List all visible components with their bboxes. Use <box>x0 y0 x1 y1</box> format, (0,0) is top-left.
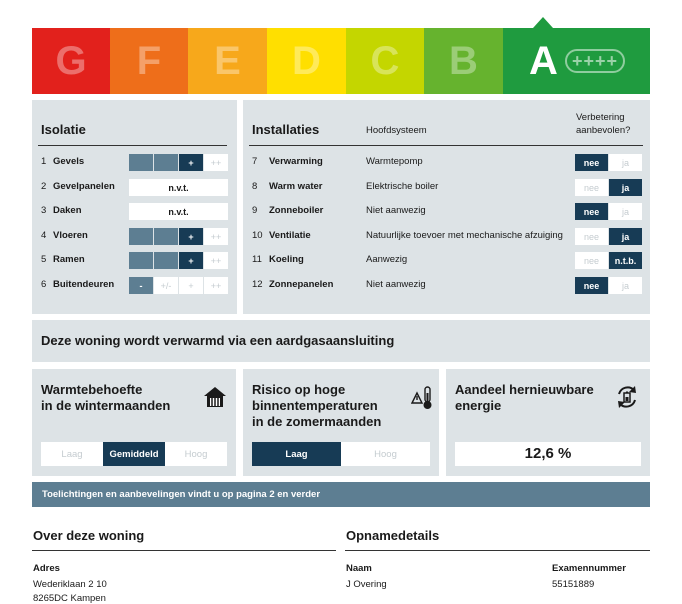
row-system: Natuurlijke toevoer met mechanische afzuiging <box>366 230 563 241</box>
answer-ja-selected: ja <box>609 228 642 245</box>
row-number: 7 <box>252 156 258 167</box>
scale-cell <box>154 154 178 171</box>
row-number: 1 <box>41 156 47 167</box>
scale-cell: ++ <box>204 154 228 171</box>
scale-cell: ++ <box>204 277 228 294</box>
row-label: Zonnepanelen <box>269 279 334 290</box>
woning-title: Over deze woning <box>33 528 145 543</box>
naam-label: Naam <box>346 563 372 574</box>
row-number: 10 <box>252 230 263 241</box>
installaties-divider <box>237 100 243 314</box>
row-label: Ramen <box>53 254 85 265</box>
row-system: Warmtepomp <box>366 156 423 167</box>
adres-line-1: Wederiklaan 2 10 <box>33 579 107 590</box>
scale-cell-selected: - <box>129 277 153 294</box>
thermometer-warning-icon <box>411 385 433 411</box>
column-hoofdsysteem: Hoofdsysteem <box>366 125 427 136</box>
option-hoog: Hoog <box>341 442 430 466</box>
house-heat-icon <box>203 385 227 409</box>
row-label: Vloeren <box>53 230 88 241</box>
row-system: Niet aanwezig <box>366 279 426 290</box>
scale-cell-selected: + <box>179 154 203 171</box>
class-b: B <box>424 28 503 94</box>
warmtebehoefte-title-1: Warmtebehoefte <box>41 382 143 397</box>
isolatie-title: Isolatie <box>41 122 86 137</box>
option-laag: Laag <box>41 442 103 466</box>
answer-nee-selected: nee <box>575 154 608 171</box>
row-label: Gevels <box>53 156 85 167</box>
answer-ja: ja <box>609 154 642 171</box>
answer-ntb-selected: n.t.b. <box>609 252 642 269</box>
risico-title-3: in de zomermaanden <box>252 414 382 429</box>
scale-cell <box>129 154 153 171</box>
class-e: E <box>188 28 267 94</box>
answer-nee-selected: nee <box>575 277 608 294</box>
examen-value: 55151889 <box>552 579 595 590</box>
row-label: Ventilatie <box>269 230 311 241</box>
installaties-title: Installaties <box>252 122 320 137</box>
row-number: 3 <box>41 205 47 216</box>
scale-cell-selected: + <box>179 228 203 245</box>
scale-cell: ++ <box>204 228 228 245</box>
adres-line-2: 8265DC Kampen <box>33 593 106 604</box>
option-gemiddeld-selected: Gemiddeld <box>103 442 165 466</box>
row-label: Zonneboiler <box>269 205 324 216</box>
row-label: Buitendeuren <box>53 279 115 290</box>
hernieuwbaar-title-2: energie <box>455 398 502 413</box>
scale-cell-selected: + <box>179 252 203 269</box>
row-number: 11 <box>252 254 262 265</box>
installaties-rule <box>249 145 643 146</box>
row-number: 4 <box>41 230 47 241</box>
risico-title-1: Risico op hoge <box>252 382 346 397</box>
column-verbetering: Verbetering <box>576 112 625 123</box>
opname-rule <box>345 550 650 551</box>
row-label: Gevelpanelen <box>53 181 115 192</box>
row-number: 9 <box>252 205 258 216</box>
heating-note: Deze woning wordt verwarmd via een aardgasaansluiting <box>41 333 395 348</box>
row-system: Elektrische boiler <box>366 181 439 192</box>
info-banner: Toelichtingen en aanbevelingen vindt u op pagina 2 en verder <box>32 482 650 507</box>
row-number: 5 <box>41 254 47 265</box>
scale-cell <box>154 252 178 269</box>
hernieuwbaar-value: 12,6 % <box>524 445 572 462</box>
row-number: 8 <box>252 181 258 192</box>
row-system: Aanwezig <box>366 254 408 265</box>
row-number: 2 <box>41 181 47 192</box>
row-number: 6 <box>41 279 47 290</box>
scale-not-applicable: n.v.t. <box>129 179 228 196</box>
answer-ja: ja <box>609 203 642 220</box>
option-hoog: Hoog <box>165 442 227 466</box>
scale-cell <box>129 228 153 245</box>
row-system: Niet aanwezig <box>366 205 426 216</box>
class-a-active: A <box>503 28 650 94</box>
energy-label-bar <box>32 28 650 94</box>
naam-value: J Overing <box>346 579 387 590</box>
answer-ja-selected: ja <box>609 179 642 196</box>
scale-not-applicable: n.v.t. <box>129 203 228 220</box>
renewable-battery-icon <box>614 384 640 410</box>
answer-nee-selected: nee <box>575 203 608 220</box>
answer-nee: nee <box>575 252 608 269</box>
class-g: G <box>32 28 110 94</box>
hernieuwbaar-title-1: Aandeel hernieuwbare <box>455 382 594 397</box>
plus-rating-badge: ++++ <box>565 49 625 73</box>
scale-cell: + <box>179 277 203 294</box>
row-label: Koeling <box>269 254 304 265</box>
row-number: 12 <box>252 279 263 290</box>
row-label: Warm water <box>269 181 323 192</box>
answer-ja: ja <box>609 277 642 294</box>
row-label: Daken <box>53 205 82 216</box>
isolatie-rule <box>38 145 227 146</box>
row-label: Verwarming <box>269 156 323 167</box>
adres-label: Adres <box>33 563 60 574</box>
examen-label: Examennummer <box>552 563 626 574</box>
risico-title-2: binnentemperaturen <box>252 398 378 413</box>
scale-cell <box>154 228 178 245</box>
scale-cell: +/- <box>154 277 178 294</box>
answer-nee: nee <box>575 228 608 245</box>
woning-rule <box>32 550 336 551</box>
opname-title: Opnamedetails <box>346 528 440 543</box>
active-class-marker <box>533 17 553 28</box>
answer-nee: nee <box>575 179 608 196</box>
scale-cell: ++ <box>204 252 228 269</box>
class-d: D <box>267 28 346 94</box>
option-laag-selected: Laag <box>252 442 341 466</box>
class-f: F <box>110 28 188 94</box>
class-c: C <box>346 28 424 94</box>
warmtebehoefte-title-2: in de wintermaanden <box>41 398 171 413</box>
scale-cell <box>129 252 153 269</box>
column-aanbevolen: aanbevolen? <box>576 125 631 136</box>
